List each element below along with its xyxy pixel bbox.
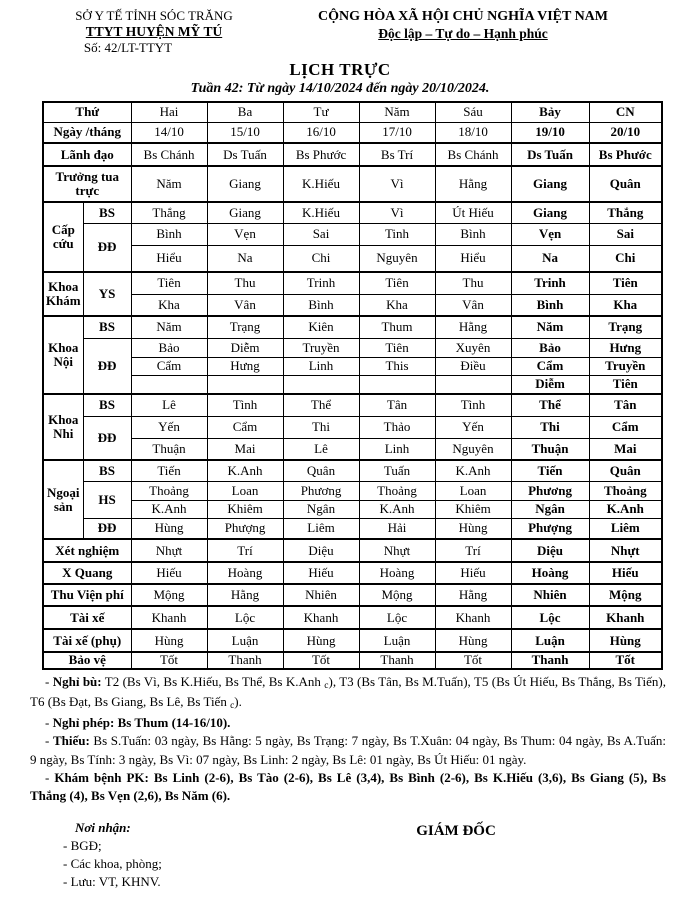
duty-cell: Lộc — [359, 606, 435, 629]
duty-schedule-table — [42, 101, 663, 669]
duty-cell: Thoảng — [131, 481, 207, 500]
duty-cell: Tiên — [359, 272, 435, 294]
duty-cell: Bs Chánh — [435, 143, 511, 166]
duty-cell: Ngân — [511, 500, 589, 518]
duty-cell: Hoàng — [207, 562, 283, 584]
duty-cell: Na — [511, 245, 589, 272]
duty-cell: Khanh — [283, 606, 359, 629]
duty-cell: Út Hiếu — [435, 202, 511, 223]
duty-cell: Thể — [283, 394, 359, 416]
duty-cell: Linh — [283, 357, 359, 375]
row-label-cell: Lãnh đạo — [43, 143, 131, 166]
duty-cell: Bs Phước — [283, 143, 359, 166]
duty-cell: Luận — [359, 629, 435, 652]
duty-cell: Hiếu — [131, 562, 207, 584]
table-row — [43, 394, 662, 416]
table-row — [43, 102, 662, 122]
duty-cell: Khanh — [131, 606, 207, 629]
duty-cell: Thanh — [511, 652, 589, 668]
duty-cell: Thảo — [359, 416, 435, 438]
signature-title: GIÁM ĐỐC — [416, 822, 496, 839]
duty-cell: Thu — [207, 272, 283, 294]
row-label-cell: ĐĐ — [83, 223, 131, 272]
table-row — [43, 223, 662, 245]
duty-cell: Thanh — [207, 652, 283, 668]
doc-number: Số: 42/LT-TTYT — [83, 39, 173, 55]
row-label-cell: Tài xế — [43, 606, 131, 629]
duty-cell: Hùng — [435, 518, 511, 539]
duty-cell: Chi — [589, 245, 662, 272]
letterhead — [0, 8, 680, 55]
duty-cell: Thắng — [589, 202, 662, 223]
duty-cell: Tân — [359, 394, 435, 416]
duty-cell: Hiểu — [435, 245, 511, 272]
duty-cell: Phượng — [207, 518, 283, 539]
duty-cell: Kha — [131, 294, 207, 316]
row-label-cell: ĐĐ — [83, 416, 131, 460]
duty-cell: Giang — [207, 166, 283, 202]
duty-cell: 18/10 — [435, 122, 511, 143]
note-text: c — [230, 701, 235, 712]
duty-cell: Trí — [207, 539, 283, 562]
duty-cell: Truyền — [283, 338, 359, 357]
duty-cell: Diễm — [207, 338, 283, 357]
duty-cell: Truyền — [589, 357, 662, 375]
duty-cell: Thoảng — [359, 481, 435, 500]
row-label-cell: HS — [83, 481, 131, 518]
duty-cell: K.Anh — [207, 460, 283, 481]
duty-cell: Trinh — [511, 272, 589, 294]
duty-cell: Hùng — [131, 518, 207, 539]
duty-cell: Thum — [359, 316, 435, 338]
note-text: Nghỉ phép: Bs Thum (14-16/10). — [52, 714, 231, 730]
duty-cell: Thu — [435, 272, 511, 294]
table-row — [43, 518, 662, 539]
duty-cell: Hải — [359, 518, 435, 539]
duty-cell: Bình — [435, 223, 511, 245]
duty-cell: Ngân — [283, 500, 359, 518]
row-label-cell: ĐĐ — [83, 338, 131, 394]
table-row — [43, 357, 662, 375]
duty-cell: Bs Trí — [359, 143, 435, 166]
duty-cell: Bình — [283, 294, 359, 316]
table-row — [43, 652, 662, 668]
duty-cell: Hằng — [435, 316, 511, 338]
table-row — [43, 166, 662, 202]
note-text: T2 (Bs Vì, Bs K.Hiếu, Bs Thể, Bs K.Anh — [101, 673, 325, 689]
duty-cell: Nhiên — [283, 584, 359, 606]
duty-cell: K.Hiếu — [283, 166, 359, 202]
duty-cell: Lê — [131, 394, 207, 416]
duty-cell: 14/10 — [131, 122, 207, 143]
table-row — [43, 438, 662, 460]
duty-cell: Trạng — [589, 316, 662, 338]
table-row — [43, 375, 662, 394]
document-footer — [0, 819, 680, 909]
duty-cell: Tiến — [131, 460, 207, 481]
duty-cell: Mộng — [589, 584, 662, 606]
duty-cell: Hằng — [435, 584, 511, 606]
duty-cell: Thi — [283, 416, 359, 438]
note-line — [30, 673, 666, 714]
recipients-title: Nơi nhận: — [75, 819, 131, 835]
duty-cell: Hai — [131, 102, 207, 122]
duty-cell: Tuấn — [359, 460, 435, 481]
row-label-cell: Trưởng tua trực — [43, 166, 131, 202]
duty-cell: Ds Tuấn — [511, 143, 589, 166]
row-label-cell: Cấp cứu — [43, 202, 83, 272]
table-row — [43, 500, 662, 518]
duty-cell: Tình — [207, 394, 283, 416]
duty-cell: Na — [207, 245, 283, 272]
duty-cell: Tiên — [359, 338, 435, 357]
row-label-cell: X Quang — [43, 562, 131, 584]
duty-cell: Chi — [283, 245, 359, 272]
note-text: ), T3 (Bs Tân, Bs M.Tuấn), T5 (Bs Út Hiếu, Bs Thắng, Bs Tiến), T6 (Bs Đạt, Bs Giang, Bs Lê, Bs Tiến — [30, 673, 666, 710]
duty-cell: Tiên — [131, 272, 207, 294]
duty-cell: K.Anh — [131, 500, 207, 518]
table-row — [43, 122, 662, 143]
duty-cell: Sai — [589, 223, 662, 245]
duty-cell: Tiến — [511, 460, 589, 481]
duty-cell: Điều — [435, 357, 511, 375]
table-row — [43, 316, 662, 338]
national-header-block — [298, 8, 628, 55]
duty-cell: Thuận — [511, 438, 589, 460]
duty-cell: Lộc — [511, 606, 589, 629]
recipients-list — [63, 837, 680, 891]
duty-cell: Sai — [283, 223, 359, 245]
duty-cell: Hưng — [589, 338, 662, 357]
duty-cell: Bảy — [511, 102, 589, 122]
table-row — [43, 539, 662, 562]
duty-cell: Diệu — [511, 539, 589, 562]
duty-cell: Bảo — [511, 338, 589, 357]
duty-cell: Hằng — [207, 584, 283, 606]
duty-cell: Nguyên — [359, 245, 435, 272]
duty-cell: Quân — [589, 460, 662, 481]
row-label-cell: Ngoại sản — [43, 460, 83, 539]
table-row — [43, 245, 662, 272]
duty-cell: Cẩm — [131, 357, 207, 375]
duty-cell: Hoàng — [511, 562, 589, 584]
org-parent-name: SỞ Y TẾ TỈNH SÓC TRĂNG — [75, 8, 233, 23]
duty-cell: Quân — [589, 166, 662, 202]
duty-cell — [207, 375, 283, 394]
duty-cell: Thanh — [359, 652, 435, 668]
duty-cell: Luận — [207, 629, 283, 652]
duty-cell: Tốt — [589, 652, 662, 668]
duty-cell: Kiên — [283, 316, 359, 338]
duty-cell: Trí — [435, 539, 511, 562]
row-label-cell: BS — [83, 460, 131, 481]
row-label-cell: Khoa Nội — [43, 316, 83, 394]
duty-cell: Kha — [589, 294, 662, 316]
national-motto: Độc lập – Tự do – Hạnh phúc — [378, 25, 548, 41]
notes-section — [30, 673, 666, 806]
note-line — [30, 714, 666, 732]
duty-cell: Mai — [589, 438, 662, 460]
duty-cell: Mộng — [131, 584, 207, 606]
duty-cell: Thoảng — [589, 481, 662, 500]
duty-cell: Vì — [359, 166, 435, 202]
table-row — [43, 584, 662, 606]
duty-cell: Bình — [131, 223, 207, 245]
row-label-cell: Khoa Nhi — [43, 394, 83, 460]
duty-cell: Tiên — [589, 375, 662, 394]
duty-cell: K.Anh — [589, 500, 662, 518]
duty-cell: Hưng — [207, 357, 283, 375]
recipient-item: - Lưu: VT, KHNV. — [63, 873, 161, 889]
duty-cell: Tiên — [589, 272, 662, 294]
duty-cell: Cẩm — [511, 357, 589, 375]
duty-cell — [435, 375, 511, 394]
row-label-cell: Thu Viện phí — [43, 584, 131, 606]
org-name: TTYT HUYỆN MỸ TÚ — [85, 23, 223, 39]
duty-cell: 20/10 — [589, 122, 662, 143]
duty-cell: Khanh — [589, 606, 662, 629]
duty-cell: Vì — [359, 202, 435, 223]
row-label-cell: BS — [83, 202, 131, 223]
duty-cell: Liêm — [283, 518, 359, 539]
duty-cell: Thắng — [131, 202, 207, 223]
duty-cell: Liêm — [589, 518, 662, 539]
duty-cell: Bình — [511, 294, 589, 316]
row-label-cell: Bảo vệ — [43, 652, 131, 668]
table-row — [43, 294, 662, 316]
duty-cell: Bs Phước — [589, 143, 662, 166]
row-label-cell: YS — [83, 272, 131, 316]
note-line — [30, 769, 666, 806]
table-row — [43, 562, 662, 584]
duty-cell: Hiếu — [283, 562, 359, 584]
table-row — [43, 143, 662, 166]
duty-cell: Lê — [283, 438, 359, 460]
duty-cell: Trinh — [283, 272, 359, 294]
duty-cell: Tốt — [283, 652, 359, 668]
duty-cell: Thi — [511, 416, 589, 438]
table-row — [43, 606, 662, 629]
note-text: - — [45, 714, 53, 730]
duty-cell: Hùng — [131, 629, 207, 652]
note-text: Nghỉ bù: — [52, 673, 102, 689]
table-row — [43, 338, 662, 357]
duty-cell: Vẹn — [207, 223, 283, 245]
duty-cell: Hùng — [283, 629, 359, 652]
duty-cell: Phượng — [511, 518, 589, 539]
note-text: - — [45, 733, 53, 749]
duty-cell: Nhiên — [511, 584, 589, 606]
duty-cell: Thuận — [131, 438, 207, 460]
duty-cell: Giang — [207, 202, 283, 223]
table-row — [43, 416, 662, 438]
duty-cell: Năm — [131, 316, 207, 338]
row-label-cell: BS — [83, 316, 131, 338]
row-label-cell: ĐĐ — [83, 518, 131, 539]
duty-cell: 16/10 — [283, 122, 359, 143]
table-row — [43, 481, 662, 500]
duty-cell: Nhựt — [359, 539, 435, 562]
duty-cell — [283, 375, 359, 394]
duty-cell: Vân — [207, 294, 283, 316]
duty-cell: Năm — [131, 166, 207, 202]
note-text: c — [324, 680, 329, 691]
duty-cell: Năm — [511, 316, 589, 338]
duty-cell: Loan — [435, 481, 511, 500]
row-label-cell: BS — [83, 394, 131, 416]
note-text: Khám bệnh PK: Bs Linh (2-6), Bs Tào (2-6), Bs Lê (3,4), Bs Bình (2-6), Bs K.Hiếu (3,6), Bs Giang (5), Bs Thắng (4), Bs Vẹn (2,6), Bs Năm (6). — [30, 770, 666, 804]
duty-cell: Yến — [131, 416, 207, 438]
row-label-cell: Xét nghiệm — [43, 539, 131, 562]
duty-cell: Hằng — [435, 166, 511, 202]
national-title: CỘNG HÒA XÃ HỘI CHỦ NGHĨA VIỆT NAM — [317, 9, 608, 24]
duty-cell: Linh — [359, 438, 435, 460]
duty-cell — [131, 375, 207, 394]
duty-cell: Bảo — [131, 338, 207, 357]
duty-cell: Hiếu — [435, 562, 511, 584]
duty-cell: Diễm — [511, 375, 589, 394]
duty-cell: Sáu — [435, 102, 511, 122]
duty-cell: Phương — [283, 481, 359, 500]
week-range-subtitle: Tuần 42: Từ ngày 14/10/2024 đến ngày 20/10/2024. — [190, 81, 490, 97]
duty-cell: Diệu — [283, 539, 359, 562]
duty-cell: Nhựt — [131, 539, 207, 562]
duty-cell: Hùng — [589, 629, 662, 652]
duty-cell: Hoàng — [359, 562, 435, 584]
duty-cell: Luận — [511, 629, 589, 652]
duty-cell: Cẩm — [207, 416, 283, 438]
duty-cell: Phương — [511, 481, 589, 500]
duty-cell: 19/10 — [511, 122, 589, 143]
duty-cell: Vân — [435, 294, 511, 316]
duty-cell: Năm — [359, 102, 435, 122]
duty-cell: 15/10 — [207, 122, 283, 143]
duty-cell: Hùng — [435, 629, 511, 652]
duty-cell: Ds Tuấn — [207, 143, 283, 166]
duty-cell: Tốt — [131, 652, 207, 668]
duty-cell: Thể — [511, 394, 589, 416]
note-line — [30, 732, 666, 769]
duty-cell: Mộng — [359, 584, 435, 606]
row-label-cell: Tài xế (phụ) — [43, 629, 131, 652]
note-text: Thiếu: — [52, 733, 90, 749]
duty-cell: Cẩm — [589, 416, 662, 438]
duty-cell: Tình — [435, 394, 511, 416]
duty-cell: CN — [589, 102, 662, 122]
duty-cell: Quân — [283, 460, 359, 481]
note-text: ). — [234, 694, 242, 710]
duty-cell: Tinh — [359, 223, 435, 245]
duty-cell: Lộc — [207, 606, 283, 629]
duty-cell: Nhựt — [589, 539, 662, 562]
recipient-item: - Các khoa, phòng; — [63, 855, 162, 871]
duty-cell: Kha — [359, 294, 435, 316]
duty-cell: This — [359, 357, 435, 375]
duty-cell: Nguyên — [435, 438, 511, 460]
row-label-cell: Ngày /tháng — [43, 122, 131, 143]
table-row — [43, 629, 662, 652]
duty-cell: Bs Chánh — [131, 143, 207, 166]
table-row — [43, 272, 662, 294]
duty-cell: Trạng — [207, 316, 283, 338]
duty-cell: Hiểu — [131, 245, 207, 272]
duty-cell: Ba — [207, 102, 283, 122]
table-row — [43, 202, 662, 223]
page-title: LỊCH TRỰC — [289, 60, 391, 80]
row-label-cell: Thứ — [43, 102, 131, 122]
duty-cell: K.Anh — [435, 460, 511, 481]
duty-cell: Giang — [511, 166, 589, 202]
duty-cell: Khiêm — [207, 500, 283, 518]
duty-cell: Loan — [207, 481, 283, 500]
duty-cell: 17/10 — [359, 122, 435, 143]
note-text: Bs S.Tuấn: 03 ngày, Bs Hằng: 5 ngày, Bs Trạng: 7 ngày, Bs T.Xuân: 04 ngày, Bs Thum: 04 ngày, Bs A.Tuấn: 9 ngày, Bs Tính: 3 ngày, Bs Vì: 07 ngày, Bs Linh: 2 ngày, Bs Lê: 01 ngày, Bs Út Hiếu: 01 ngày. — [30, 733, 667, 767]
duty-cell — [359, 375, 435, 394]
note-text: - — [45, 673, 53, 689]
note-text: - — [45, 770, 55, 785]
duty-cell: Vẹn — [511, 223, 589, 245]
issuing-org-block — [38, 8, 270, 55]
duty-cell: K.Anh — [359, 500, 435, 518]
table-row — [43, 460, 662, 481]
duty-cell: Hiếu — [589, 562, 662, 584]
duty-cell: Giang — [511, 202, 589, 223]
duty-cell: Tư — [283, 102, 359, 122]
duty-cell: Mai — [207, 438, 283, 460]
duty-cell: Xuyên — [435, 338, 511, 357]
duty-cell: Tốt — [435, 652, 511, 668]
recipient-item: - BGĐ; — [63, 837, 102, 853]
row-label-cell: Khoa Khám — [43, 272, 83, 316]
duty-cell: K.Hiếu — [283, 202, 359, 223]
duty-cell: Tân — [589, 394, 662, 416]
duty-cell: Yến — [435, 416, 511, 438]
duty-cell: Khiêm — [435, 500, 511, 518]
duty-cell: Khanh — [435, 606, 511, 629]
